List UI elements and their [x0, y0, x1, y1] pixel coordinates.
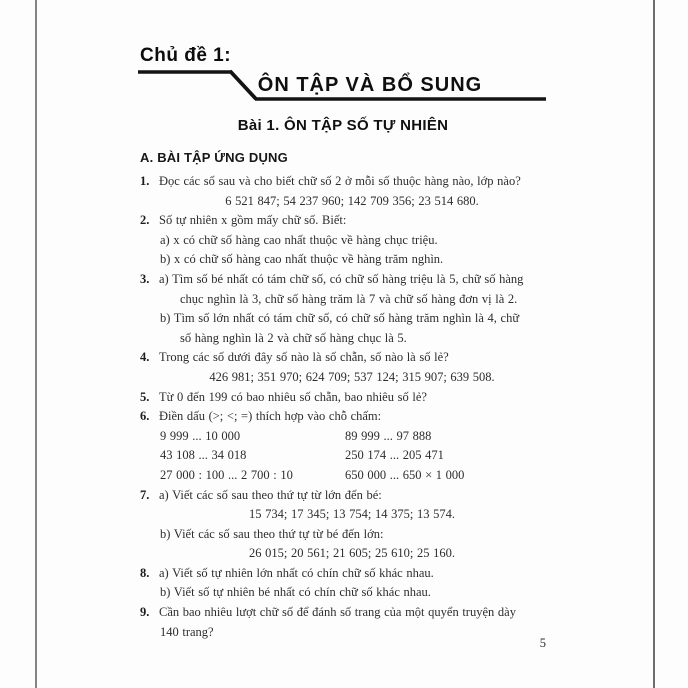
comparison-right: 89 999 ... 97 888	[345, 428, 432, 443]
comparison-left: 43 108 ... 34 018	[160, 448, 247, 463]
exercise-item: 9. Cần bao nhiêu lượt chữ số để đánh số trang của một quyển truyện dày	[140, 603, 550, 623]
exercise-line: 6 521 847; 54 237 960; 142 709 356; 23 514 680.	[225, 193, 479, 208]
exercise-line: b) Viết số tự nhiên bé nhất có chín chữ số khác nhau.	[160, 585, 431, 600]
item-number: 8.	[140, 565, 150, 580]
item-number: 7.	[140, 487, 150, 502]
exercise-line: 15 734; 17 345; 13 754; 14 375; 13 574.	[249, 507, 455, 522]
exercise-line: số hàng nghìn là 2 và chữ số hàng chục là 5.	[180, 330, 407, 345]
exercise-item: 8. a) Viết số tự nhiên lớn nhất có chín chữ số khác nhau.	[140, 564, 550, 584]
exercise-item: 5. Từ 0 đến 199 có bao nhiêu số chẵn, bao nhiêu số lẻ?	[140, 388, 550, 408]
exercise-line: chục nghìn là 3, chữ số hàng trăm là 7 và chữ số hàng đơn vị là 2.	[180, 291, 518, 306]
item-number: 2.	[140, 213, 150, 228]
page-edge-right	[653, 0, 655, 688]
exercise-line	[140, 466, 550, 486]
item-number: 5.	[140, 389, 150, 404]
exercise-body	[140, 150, 550, 642]
exercise-item: 6. Điền dấu (>; <; =) thích hợp vào chỗ chấm:	[140, 407, 550, 427]
page-number: 5	[539, 636, 546, 650]
exercise-item: 2. Số tự nhiên x gồm mấy chữ số. Biết:	[140, 211, 550, 231]
exercise-line: 426 981; 351 970; 624 709; 537 124; 315 907; 639 508.	[209, 369, 495, 384]
exercise-line: b) Tìm số lớn nhất có tám chữ số, có chữ số hàng trăm nghìn là 4, chữ	[160, 311, 520, 326]
lesson-title: Bài 1. ÔN TẬP SỐ TỰ NHIÊN	[237, 117, 449, 134]
chapter-label: Chủ đề 1:	[140, 45, 232, 66]
comparison-left: 27 000 : 100 ... 2 700 : 10	[160, 467, 293, 482]
exercise-line: b) x có chữ số hàng cao nhất thuộc về hàng trăm nghìn.	[160, 252, 444, 267]
exercise-line: 140 trang?	[160, 624, 214, 639]
exercise-item: 1. Đọc các số sau và cho biết chữ số 2 ở mỗi số thuộc hàng nào, lớp nào?	[140, 172, 550, 192]
exercise-line: a) x có chữ số hàng cao nhất thuộc về hàng chục triệu.	[160, 232, 438, 247]
item-number: 9.	[140, 605, 150, 620]
exercise-line: 26 015; 20 561; 21 605; 25 610; 25 160.	[249, 546, 455, 561]
exercise-item: 4. Trong các số dưới đây số nào là số chẵn, số nào là số lẻ?	[140, 348, 550, 368]
chapter-title: ÔN TẬP VÀ BỔ SUNG	[257, 74, 483, 96]
section-heading: A. BÀI TẬP ỨNG DỤNG	[140, 150, 288, 165]
comparison-right: 650 000 ... 650 × 1 000	[345, 467, 465, 482]
exercise-line	[140, 446, 550, 466]
exercise-line	[140, 427, 550, 447]
item-number: 4.	[140, 350, 150, 365]
page-edge-left	[35, 0, 37, 688]
comparison-left: 9 999 ... 10 000	[160, 428, 241, 443]
item-number: 3.	[140, 271, 150, 286]
comparison-right: 250 174 ... 205 471	[345, 448, 444, 463]
exercise-list	[140, 172, 550, 642]
exercise-line: b) Viết các số sau theo thứ tự từ bé đến lớn:	[160, 526, 384, 541]
item-number: 1.	[140, 174, 150, 188]
exercise-item: 7. a) Viết các số sau theo thứ tự từ lớn đến bé:	[140, 486, 550, 506]
item-number: 6.	[140, 409, 150, 424]
exercise-item: 3. a) Tìm số bé nhất có tám chữ số, có chữ số hàng triệu là 5, chữ số hàng	[140, 270, 550, 290]
